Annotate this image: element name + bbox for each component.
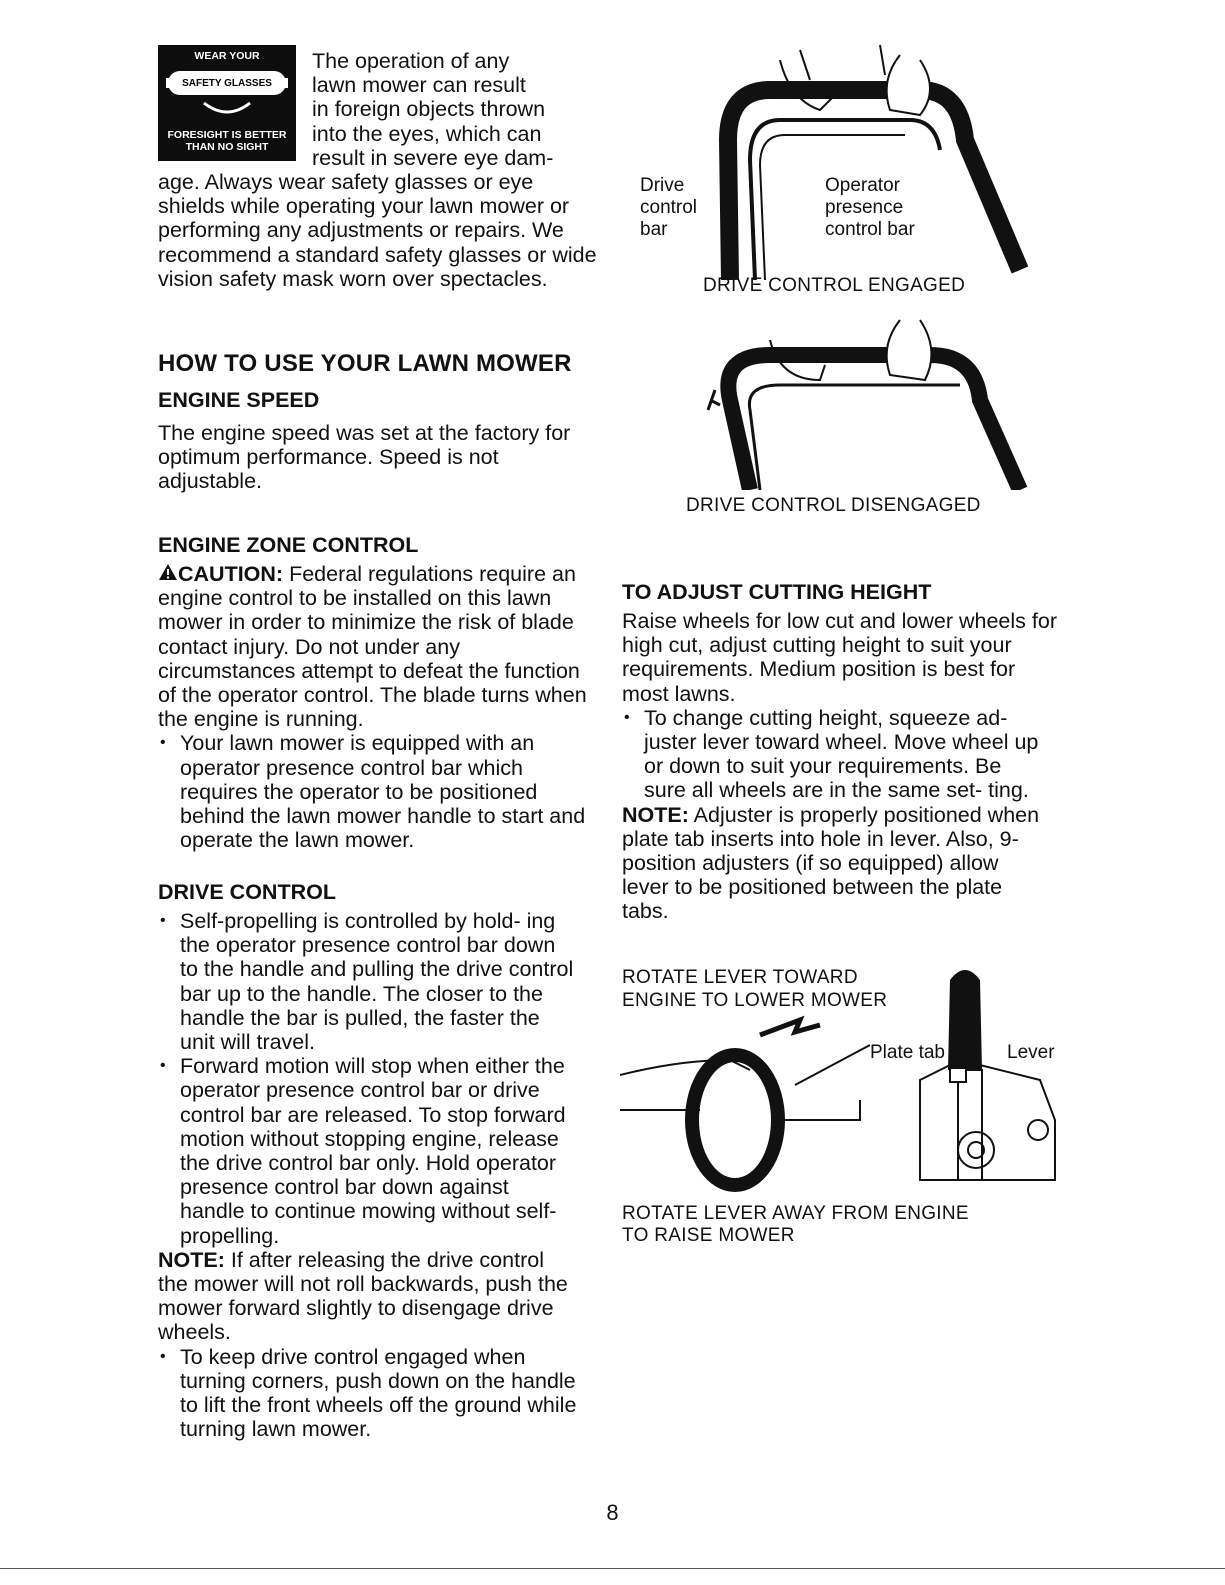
list-item: • Your lawn mower is equipped with an operator presence control bar which requires the operator to be positioned behind the lawn mower handle to start and operate the lawn mower. <box>158 731 588 852</box>
handle-disengaged-illustration <box>690 300 1030 490</box>
engine-speed-text: The engine speed was set at the factory for optimum performance. Speed is not adjustable. <box>158 421 571 494</box>
intro-paragraph: age. Always wear safety glasses or eye shields while operating your lawn mower or performing any adjustments or repairs. We recommend a standard safety glasses or wide vision safety mask worn over spectacles. <box>158 170 597 291</box>
main-heading: HOW TO USE YOUR LAWN MOWER <box>158 350 572 377</box>
intro-line-1: The operation of any <box>312 49 510 73</box>
label-op-1: Operator <box>825 175 900 196</box>
lever-bottom-1: ROTATE LEVER AWAY FROM ENGINE <box>622 1203 969 1224</box>
engine-speed-heading: ENGINE SPEED <box>158 388 320 412</box>
intro-line-3: in foreign objects thrown <box>312 97 546 122</box>
note-text: If after releasing the drive control the mower will not roll backwards, push the mower forward slightly to disengage drive wheels. <box>158 1247 568 1345</box>
wheel-lever-illustration <box>620 960 1065 1200</box>
drive-engaged-figure <box>620 40 1040 280</box>
badge-line-4: THAN NO SIGHT <box>185 141 269 153</box>
intro-line-5: result in severe eye dam- <box>312 145 554 170</box>
intro-wrapped-lines <box>312 49 602 170</box>
engine-zone-heading: ENGINE ZONE CONTROL <box>158 533 419 557</box>
engine-zone-section <box>158 533 588 852</box>
caution-text: Federal regulations require an engine control to be installed on this lawn mower in order to minimize the risk of blade contact injury. Do not under any circumstances attempt to defeat the function of the operator control. The blade turns when the engine is running. <box>158 562 587 732</box>
intro-line-2: lawn mower can result <box>312 73 526 98</box>
engine-zone-bullets <box>158 731 588 852</box>
caption-drive-disengaged: DRIVE CONTROL DISENGAGED <box>686 495 981 516</box>
label-operator-presence-bar <box>825 175 915 241</box>
lever-bottom-2: TO RAISE MOWER <box>622 1225 795 1246</box>
drive-note <box>158 1248 573 1345</box>
label-drive-1: Drive <box>640 175 685 196</box>
cutting-height-bullets <box>622 706 1042 803</box>
safety-glasses-badge <box>158 45 296 161</box>
label-op-2: presence <box>825 197 904 218</box>
badge-line-3: FORESIGHT IS BETTER <box>167 129 287 141</box>
list-item: • To keep drive control engaged when turning corners, push down on the handle to lift the front wheels off the ground while turning lawn mower. <box>158 1345 578 1442</box>
list-item: • To change cutting height, squeeze ad- juster lever toward wheel. Move wheel up or down to suit your requirements. Be sure all wheels are in the same set- ting. <box>622 706 1042 803</box>
cutting-height-text: Raise wheels for low cut and lower wheels for high cut, adjust cutting height to suit your requirements. Medium position is best for most lawns. <box>622 609 1057 706</box>
caution-paragraph <box>158 562 588 731</box>
badge-line-1: WEAR YOUR <box>194 50 260 62</box>
drive-control-bullets-b <box>158 1345 578 1442</box>
cutting-height-note <box>622 803 1047 924</box>
label-lever: Lever <box>1007 1042 1055 1063</box>
cutting-height-section <box>622 580 1062 924</box>
bottom-rule <box>0 1568 1225 1569</box>
lever-caption-bottom <box>622 1203 969 1247</box>
label-drive-control-bar <box>640 175 697 241</box>
label-op-3: control bar <box>825 219 915 240</box>
note-label: NOTE: <box>158 1247 225 1272</box>
nose-bridge-icon <box>202 101 252 124</box>
lever-top-1: ROTATE LEVER TOWARD <box>622 967 858 988</box>
page-number: 8 <box>606 1500 619 1525</box>
label-drive-3: bar <box>640 219 668 240</box>
note-text: Adjuster is properly positioned when plate tab inserts into hole in lever. Also, 9-position adjusters (if so equipped) allow lever to be positioned between the plate tabs. <box>622 802 1040 924</box>
list-item: • Forward motion will stop when either the operator presence control bar or drive control bar are released. To stop forward motion without stopping engine, release the drive control bar only. Hold operator presence control bar down against handle to continue mowing without self-propelling. <box>158 1054 578 1248</box>
drive-control-bullets-a <box>158 909 578 1248</box>
drive-control-heading: DRIVE CONTROL <box>158 880 336 904</box>
drive-disengaged-figure <box>690 300 1030 490</box>
drive-control-section <box>158 880 598 1441</box>
lever-top-2: ENGINE TO LOWER MOWER <box>622 990 888 1011</box>
list-item: • Self-propelling is controlled by hold- ing the operator presence control bar down to the handle and pulling the drive control bar up to the handle. The closer to the handle the bar is pulled, the faster the unit will travel. <box>158 909 578 1054</box>
caption-drive-engaged: DRIVE CONTROL ENGAGED <box>703 275 966 296</box>
intro-line-4: into the eyes, which can <box>312 121 542 146</box>
caution-label: CAUTION: <box>178 562 284 586</box>
cutting-height-heading: TO ADJUST CUTTING HEIGHT <box>622 580 932 604</box>
lever-figure <box>620 960 1065 1200</box>
note-label: NOTE: <box>622 802 689 827</box>
warning-triangle-icon <box>158 562 178 586</box>
engine-speed-section <box>158 388 598 494</box>
label-plate-tab: Plate tab <box>870 1042 945 1063</box>
handle-engaged-illustration <box>620 40 1040 280</box>
label-drive-2: control <box>640 197 698 218</box>
badge-line-2: SAFETY GLASSES <box>182 78 272 89</box>
